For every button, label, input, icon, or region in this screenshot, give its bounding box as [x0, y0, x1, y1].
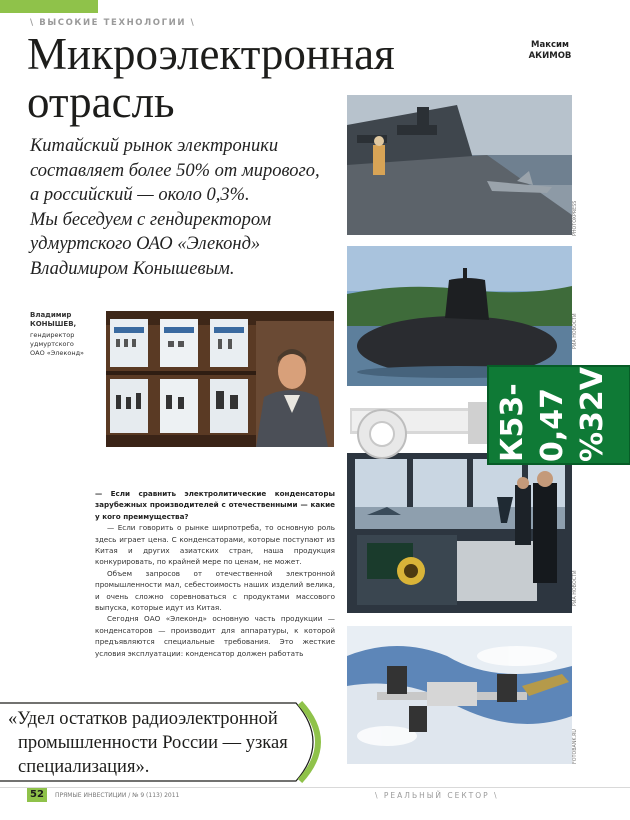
capacitor-label-line3: %32V — [575, 366, 610, 462]
person-first-name: Владимир — [30, 311, 72, 319]
capacitor-graphic — [350, 362, 630, 472]
pull-quote-line: промышленности России — узкая — [18, 733, 288, 753]
photo-credit-bridge: РИА НОВОСТИ — [573, 570, 578, 606]
photo-ship-bridge — [347, 453, 572, 613]
article-body — [95, 488, 335, 659]
pull-quote-line: специализация». — [18, 757, 150, 777]
photo-credit-submarine: РИА НОВОСТИ — [573, 313, 578, 349]
footer-divider — [0, 787, 630, 788]
photo-aircraft-carrier — [347, 95, 572, 235]
section-tab-accent — [0, 0, 98, 13]
lead-line: удмуртского ОАО «Элеконд» — [30, 234, 261, 254]
pull-quote — [8, 707, 318, 779]
article-title-line2: отрасль — [27, 77, 175, 127]
article-paragraph: Сегодня ОАО «Элеконд» основную часть продукции — конденсаторов — производит для аппаратуры, к которой предъявляются специальные требования. Это жесткие условия эксплуатации: конденсатор должен работать — [95, 614, 335, 658]
magazine-issue: ПРЯМЫЕ ИНВЕСТИЦИИ / № 9 (113) 2011 — [55, 792, 180, 799]
portrait-photo — [106, 311, 334, 447]
author-first-name: Максим — [531, 40, 569, 50]
article-paragraph: — Если говорить о рынке ширпотреба, то основную роль здесь играет цена. С конденсаторами, которые поступают из Китая и других азиатских стран, наша продукция конкурировать, по крайней мере по ценам, не может. — [95, 523, 335, 567]
author-byline — [500, 40, 600, 62]
lead-line: а российский — около 0,3%. — [30, 185, 250, 205]
lead-line: Владимиром Конышевым. — [30, 258, 235, 279]
capacitor-label-line2: 0,47 — [535, 387, 570, 462]
lead-line: Китайский рынок электроники — [30, 136, 279, 156]
author-last-name: АКИМОВ — [528, 51, 572, 61]
lead-paragraph — [30, 134, 330, 281]
section-label: \ ВЫСОКИЕ ТЕХНОЛОГИИ \ — [30, 18, 196, 28]
article-title-line1: Микроэлектронная — [27, 29, 395, 79]
page-number: 52 — [27, 788, 47, 802]
person-role-line: ОАО «Элеконд» — [30, 349, 85, 357]
capacitor-label-line1: К53- — [495, 383, 530, 462]
photo-credit-carrier: PHOTOXPRESS — [573, 200, 578, 236]
person-role-line: удмуртского — [30, 340, 74, 348]
lead-line: составляет более 50% от мирового, — [30, 160, 320, 181]
person-role-line: гендиректор — [30, 331, 75, 339]
photo-credit-station: FOTOBANK.RU — [573, 729, 578, 764]
lead-line: Мы беседуем с гендиректором — [30, 209, 272, 230]
article-paragraph: Объем запросов от отечественной электронной промышленности мал, себестоимость наших изделий велика, и очень сложно соревноваться с продуктами массового выпуска, которые идут из Китая. — [95, 568, 335, 613]
portrait-caption — [30, 311, 106, 358]
footer-section-label: \ РЕАЛЬНЫЙ СЕКТОР \ — [375, 791, 499, 800]
photo-space-station — [347, 626, 572, 764]
interview-question: — Если сравнить электролитические конденсаторы зарубежных производителей с отечественными — какие у кого преимущества? — [95, 489, 335, 521]
person-last-name: КОНЫШЕВ, — [30, 320, 77, 328]
pull-quote-line: «Удел остатков радиоэлектронной — [8, 709, 278, 729]
